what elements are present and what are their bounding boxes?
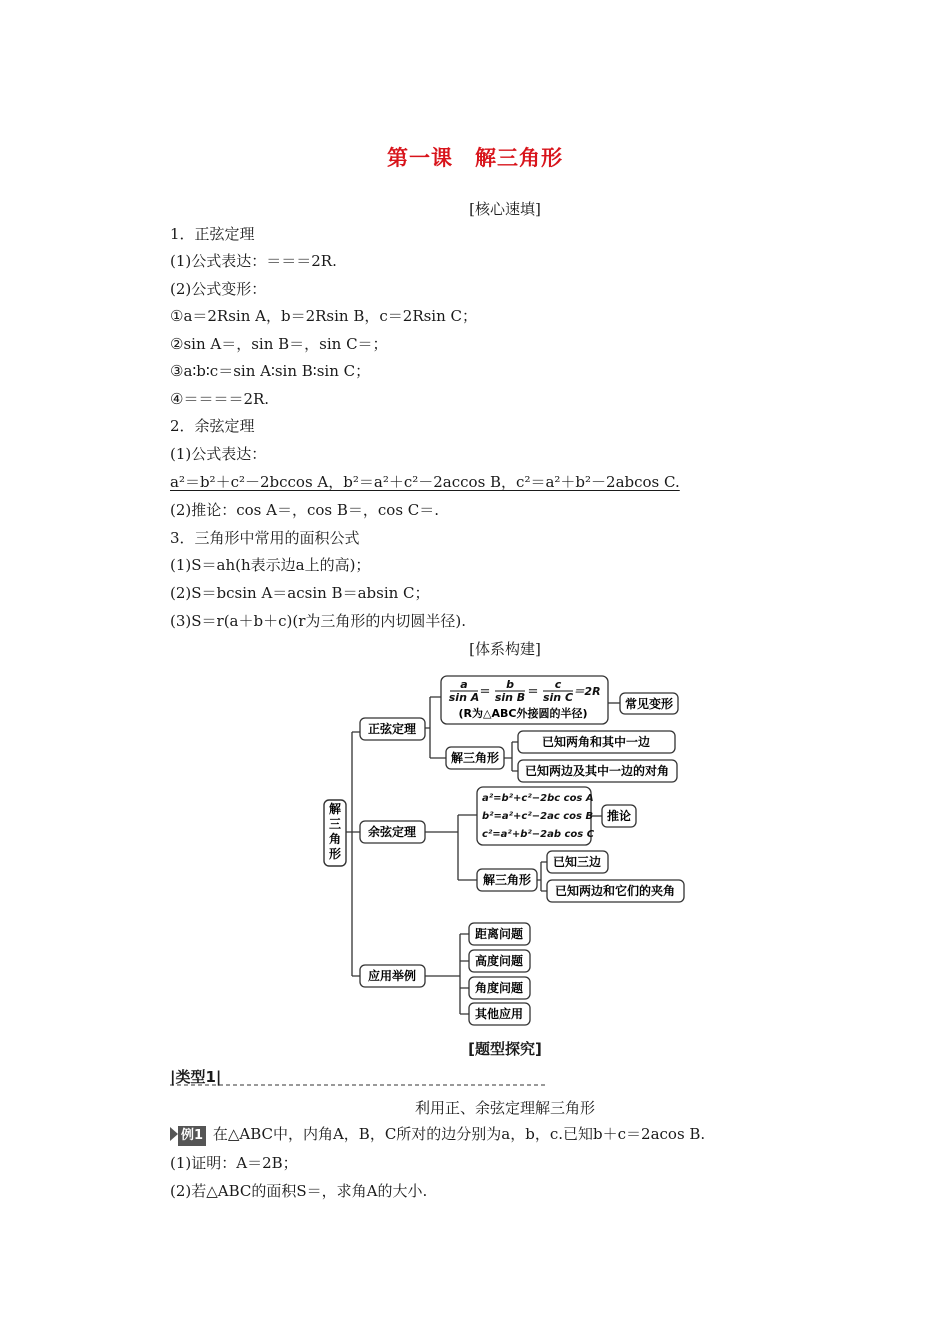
node-cosine: 余弦定理 [367, 825, 417, 839]
core-line-10: a²＝b²＋c²－2bccos A，b²＝a²＋c²－2accos B，c²＝a²＋b²－2abcos C. [170, 473, 680, 491]
frac-a-den: sin A [448, 691, 480, 704]
sine-formula-note: (R为△ABC外接圆的半径) [458, 707, 588, 720]
node-sine-solve: 解三角形 [450, 751, 500, 765]
cosine-formula-3: c²=a²+b²−2ab cos C [482, 829, 595, 840]
root-label-char: 形 [328, 847, 342, 861]
node-app-angle: 角度问题 [474, 981, 524, 995]
node-cosine-solve: 解三角形 [482, 873, 532, 887]
example-line [170, 1124, 705, 1146]
core-line-6: ③a∶b∶c＝sin A∶sin B∶sin C； [170, 362, 371, 380]
core-line-14: (2)S＝bcsin A＝acsin B＝absin C； [170, 584, 430, 602]
example-badge: 例1 [178, 1126, 206, 1146]
core-line-3: (2)公式变形： [170, 280, 267, 298]
frac-a-num: a [460, 678, 468, 691]
section-core-heading: [核心速填] [469, 200, 541, 218]
core-line-15: (3)S＝r(a＋b＋c)(r为三角形的内切圆半径). [170, 612, 466, 630]
core-line-7: ④＝＝＝＝2R. [170, 390, 270, 408]
frac-eq-2: ＝ [527, 685, 539, 698]
node-cosine-case1: 已知三边 [552, 855, 602, 869]
frac-b-den: sin B [494, 691, 526, 704]
node-sine: 正弦定理 [367, 722, 417, 736]
core-line-2: (1)公式表达：＝＝＝2R. [170, 252, 337, 270]
cosine-formula-1: a²=b²+c²−2bc cos A [482, 793, 594, 804]
frac-tail: ＝2R [573, 685, 601, 698]
page-title: 第一课 解三角形 [387, 146, 563, 170]
frac-eq-1: ＝ [479, 685, 491, 698]
node-application: 应用举例 [367, 969, 417, 983]
core-line-9: (1)公式表达： [170, 445, 267, 463]
root-label-char: 解 [328, 802, 342, 816]
type-title: 利用正、余弦定理解三角形 [414, 1099, 595, 1117]
node-app-other: 其他应用 [474, 1007, 524, 1021]
core-line-12: 3．三角形中常用的面积公式 [170, 529, 360, 547]
node-sine-case2: 已知两边及其中一边的对角 [524, 764, 670, 778]
node-app-height: 高度问题 [474, 954, 524, 968]
node-app-distance: 距离问题 [474, 927, 524, 941]
frac-c-num: c [554, 678, 562, 691]
core-line-4: ①a＝2Rsin A，b＝2Rsin B，c＝2Rsin C； [170, 307, 478, 325]
core-line-5: ②sin A＝，sin B＝，sin C＝； [170, 335, 388, 353]
example-arrow-icon [170, 1127, 178, 1141]
section-explore-heading: [题型探究] [468, 1040, 542, 1058]
root-label-char: 三 [328, 817, 342, 831]
core-line-8: 2．余弦定理 [170, 417, 255, 435]
node-corollary: 推论 [606, 809, 632, 823]
type-tag: |类型1| [170, 1068, 222, 1086]
node-cosine-case2: 已知两边和它们的夹角 [554, 884, 676, 898]
frac-b-num: b [506, 678, 514, 691]
cosine-formula-2: b²=a²+c²−2ac cos B [482, 811, 594, 822]
frac-c-den: sin C [542, 691, 574, 704]
core-line-11: (2)推论：cos A＝，cos B＝，cos C＝. [170, 501, 440, 519]
example-question-1: (1)证明：A＝2B； [170, 1154, 298, 1172]
core-line-13: (1)S＝ah(h表示边a上的高)； [170, 556, 371, 574]
core-line-1: 1．正弦定理 [170, 225, 255, 243]
example-question-2: (2)若△ABC的面积S＝，求角A的大小. [170, 1182, 428, 1200]
node-sine-case1: 已知两角和其中一边 [541, 735, 651, 749]
node-variant: 常见变形 [624, 697, 674, 711]
section-system-heading: [体系构建] [469, 640, 541, 658]
root-label-char: 角 [328, 832, 342, 846]
example-text: 在△ABC中，内角A，B，C所对的边分别为a，b，c.已知b＋c＝2acos B. [212, 1125, 706, 1143]
